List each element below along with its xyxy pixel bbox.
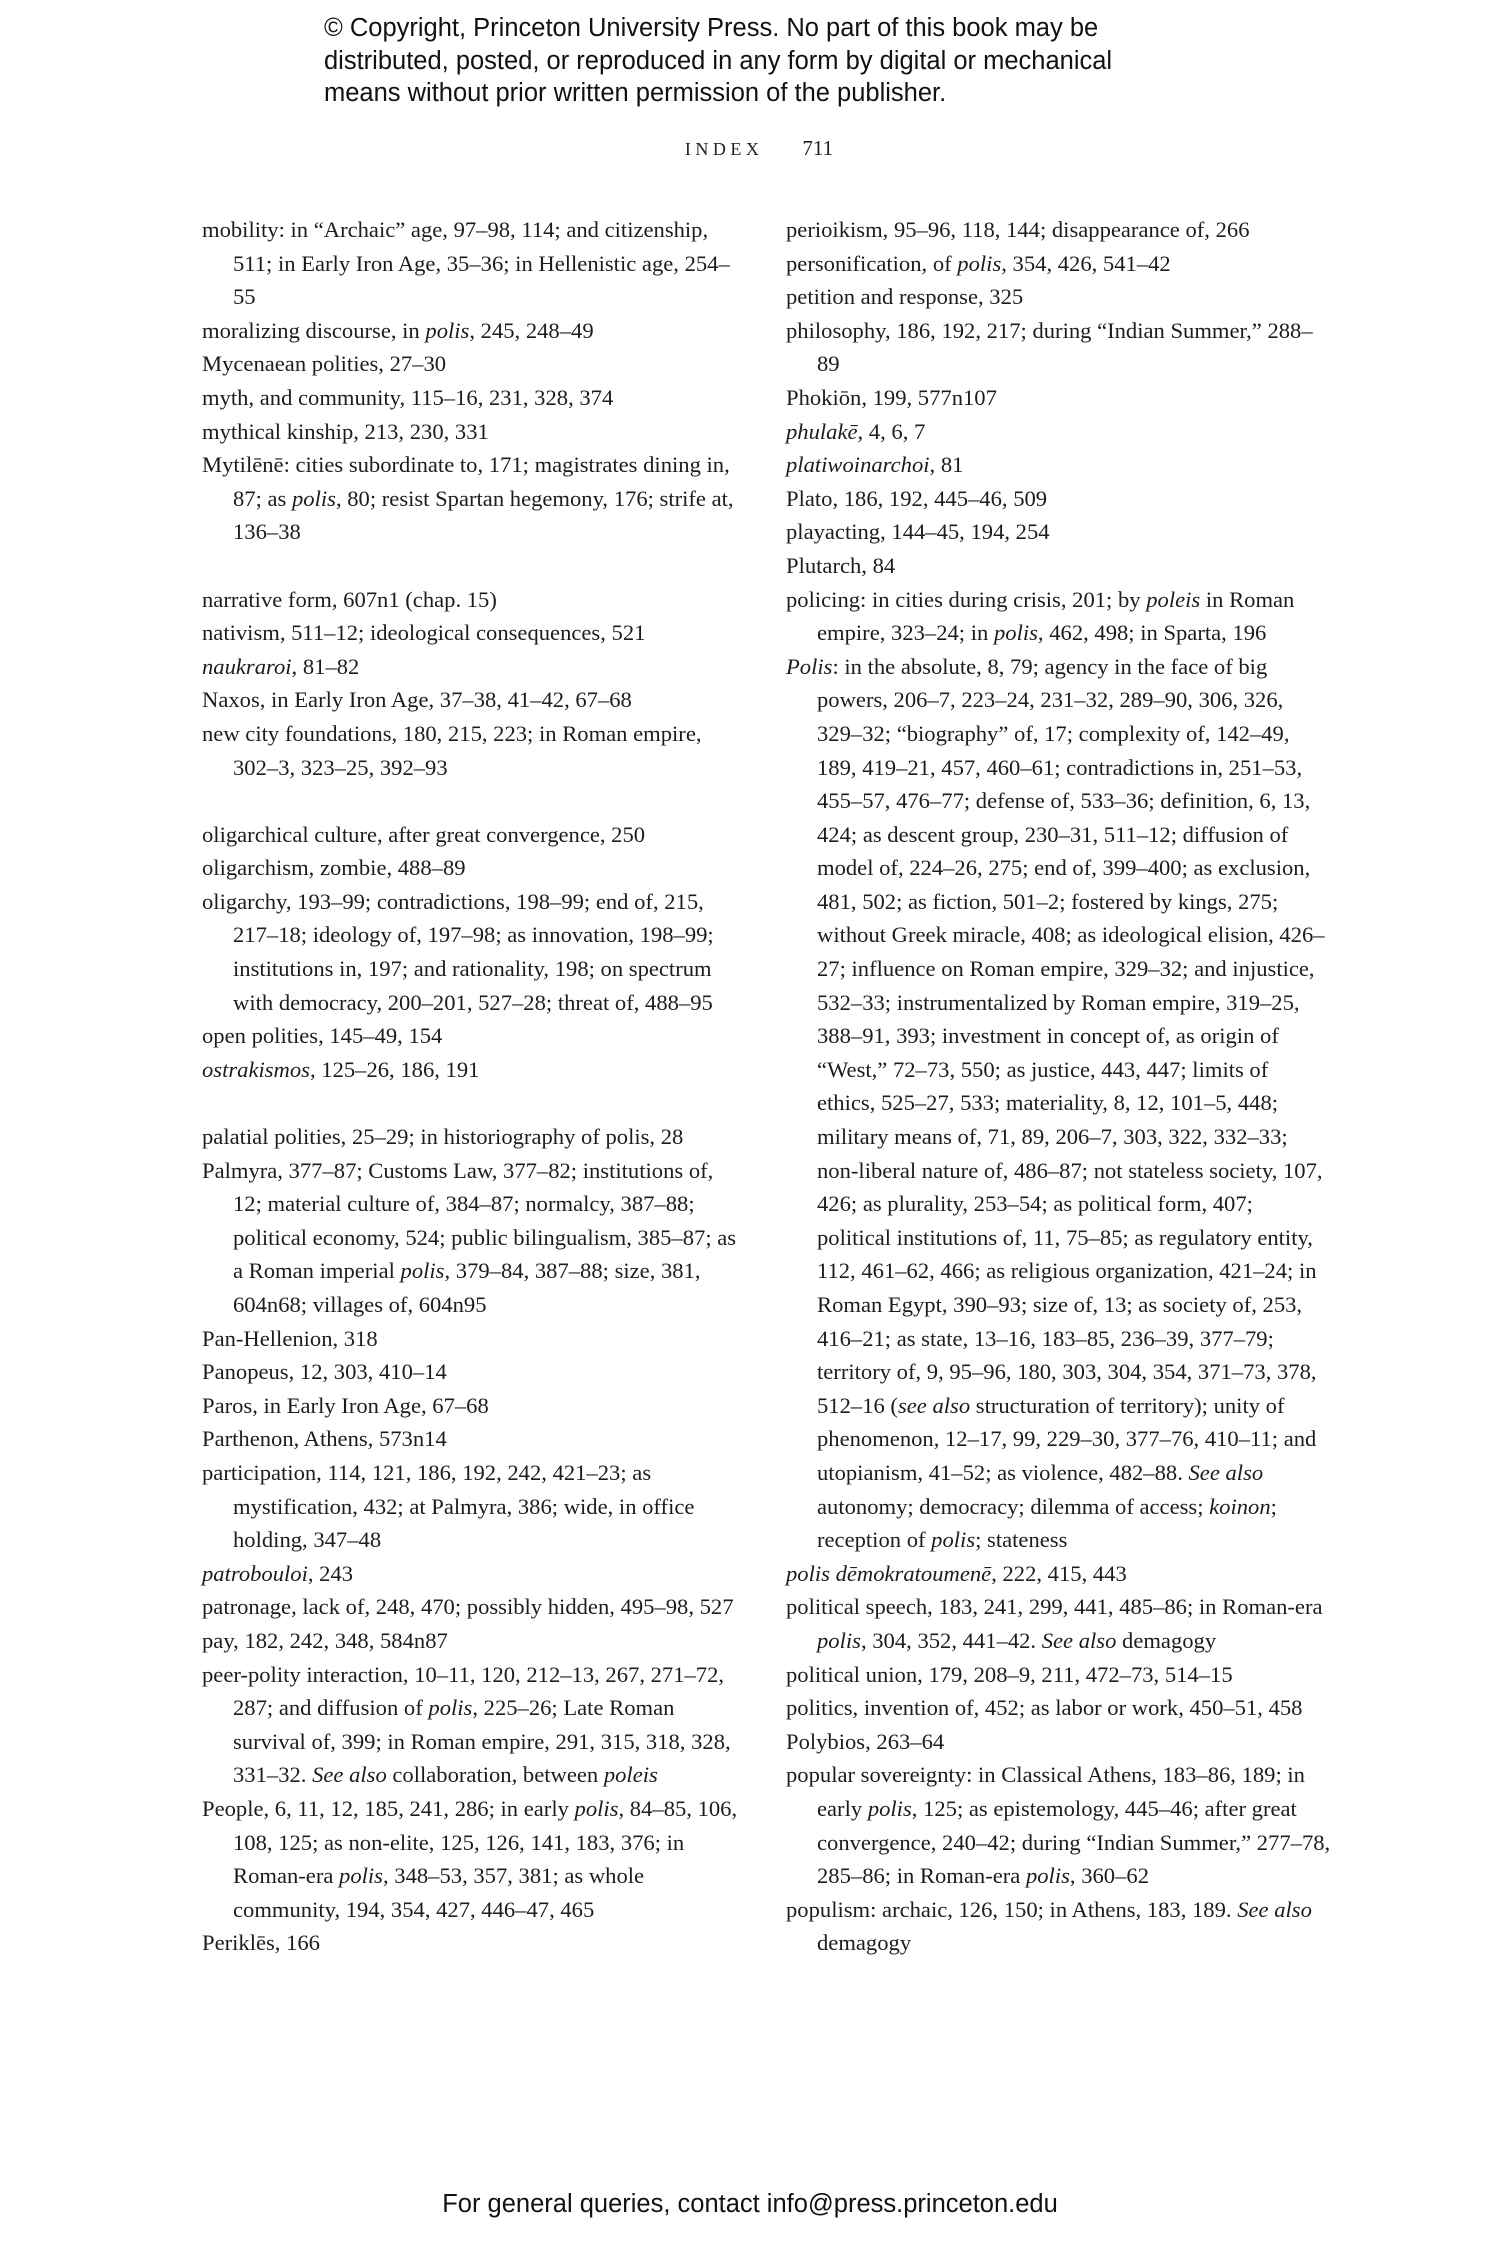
index-entry-text: , 80; resist Spartan hegemony, 176; strife at, 136–38 [233,485,734,545]
index-entry [786,280,1331,314]
index-entry-text: patronage, lack of, 248, 470; possibly hidden, 495–98, 527 [202,1594,734,1620]
index-entry-text: , 222, 415, 443 [991,1560,1127,1586]
index-entry [202,885,747,1019]
index-entry [786,1691,1331,1725]
index-entry-text: Polybios, 263–64 [786,1728,945,1754]
index-entry-text: , 125–26, 186, 191 [309,1056,480,1082]
index-entry-italic: poleis [1146,586,1201,612]
index-entry-text: , 379–84, 387–88; size, 381, 604n68; villages of, 604n95 [233,1258,701,1317]
index-entry-text: Pan-Hellenion, 318 [202,1325,378,1351]
index-entry-italic: Polis [786,653,833,679]
index-entry-italic: polis [817,1627,861,1653]
index-entry-text: demagogy [1116,1627,1217,1653]
index-entry-italic: polis [1025,1863,1070,1889]
index-entry-text: nativism, 511–12; ideological consequences, 521 [202,620,646,646]
index-entry-text: political speech, 183, 241, 299, 441, 485–86; in Roman-era [786,1594,1323,1620]
index-entry [786,415,1331,449]
index-entry-text: playacting, 144–45, 194, 254 [786,519,1050,545]
index-entry [202,1120,747,1154]
index-entry-text: Plato, 186, 192, 445–46, 509 [786,485,1048,511]
index-entry-italic: See also [1188,1459,1264,1485]
index-entry-italic: platiwoinarchoi [786,452,930,478]
index-entry [786,515,1331,549]
index-entry [202,650,747,684]
index-entry-text: Paros, in Early Iron Age, 67–68 [202,1392,489,1418]
index-entry-italic: polis dēmokratoumenē [786,1560,992,1586]
index-entry-text: open polities, 145–49, 154 [202,1023,443,1049]
index-entry [202,1624,747,1658]
index-entry [786,448,1331,482]
index-entry-text: , 84–85, 106, 108, 125; as non-elite, 125, 126, 141, 183, 376; in Roman-era [233,1795,738,1889]
index-entry-text: , 354, 426, 541–42 [1001,250,1171,276]
index-column-right [786,213,1331,1960]
index-entry [202,1557,747,1591]
index-entry-italic: polis [957,250,1002,276]
index-entry [202,818,747,852]
index-entry-italic: naukraroi [202,653,292,679]
index-entry-text: ; stateness [975,1527,1068,1553]
index-entry [786,247,1331,281]
index-entry [202,1658,747,1792]
index-entry [202,1355,747,1389]
index-entry-text: oligarchy, 193–99; contradictions, 198–99; end of, 215, 217–18; ideology of, 197–98; as innovation, 198–99; institutions in, 197; and rationality, 198; on spectrum with democracy, 200–201, 527–28; threat of, 488–95 [202,888,714,1015]
index-entry [786,650,1331,1557]
index-entry-text: autonomy; democracy; dilemma of access; [817,1493,1210,1519]
index-entry-text: petition and response, 325 [786,284,1024,310]
index-entry-text: : in the absolute, 8, 79; agency in the face of big powers, 206–7, 223–24, 231–32, 289–90, 306, 326, 329–32; “biography” of, 17; complexity of, 142–49, 189, 419–21, 457, 460–61; contradictions in, 251–53, 455–57, 476–77; defense of, 533–36; definition, 6, 13, 424; as descent group, 230–31, 511–12; diffusion of model of, 224–26, 275; end of, 399–400; as exclusion, 481, 502; as fiction, 501–2; fostered by kings, 275; without Greek miracle, 408; as ideological elision, 426–27; influence on Roman empire, 329–32; and injustice, 532–33; instrumentalized by Roman empire, 319–25, 388–91, 393; investment in concept of, as origin of “West,” 72–73, 550; as justice, 443, 447; limits of ethics, 525–27, 533; materiality, 8, 12, 101–5, 448; military means of, 71, 89, 206–7, 303, 322, 332–33; non-liberal nature of, 486–87; not stateless society, 107, 426; as plurality, 253–54; as political form, 407; political institutions of, 11, 75–85; as regulatory entity, 112, 461–62, 466; as religious organization, 421–24; in Roman Egypt, 390–93; size of, 13; as society of, 253, 416–21; as state, 13–16, 183–85, 236–39, 377–79; territory of, 9, 95–96, 180, 303, 304, 354, 371–73, 378, 512–16 ( [817,653,1325,1418]
index-entry-italic: patrobouloi [202,1560,308,1586]
index-entry-text: moralizing discourse, in [202,317,426,343]
index-entry-text: Panopeus, 12, 303, 410–14 [202,1359,447,1385]
index-entry-text: palatial polities, 25–29; in historiography of polis, 28 [202,1124,684,1150]
index-entry [202,1019,747,1053]
index-entry [202,717,747,784]
index-entry [786,381,1331,415]
index-entry [202,347,747,381]
index-entry-text: structuration of territory); unity of phenomenon, 12–17, 99, 229–30, 377–76, 410–11; and utopianism, 41–52; as violence, 482–88. [817,1392,1317,1485]
index-entry-italic: polis [400,1258,445,1284]
index-entry [202,683,747,717]
index-entry-text: , 462, 498; in Sparta, 196 [1037,620,1267,646]
index-entry [202,1590,747,1624]
index-entry [202,213,747,314]
index-entry-text: personification, of [786,250,958,276]
index-entry [202,1926,747,1960]
index-entry [786,549,1331,583]
index-entry-text: ; reception of [817,1493,1277,1553]
index-entry-italic: poleis [603,1762,658,1788]
index-entry [786,1758,1331,1892]
index-entry [202,1422,747,1456]
index-entry-italic: See also [1237,1896,1312,1922]
index-entry-text: myth, and community, 115–16, 231, 328, 374 [202,384,614,410]
index-entry [202,1053,747,1087]
index-entry [202,851,747,885]
index-entry-text: new city foundations, 180, 215, 223; in Roman empire, 302–3, 323–25, 392–93 [202,720,702,780]
index-entry-italic: polis [993,620,1038,646]
index-entry-text: mythical kinship, 213, 230, 331 [202,418,489,444]
index-entry [202,1389,747,1423]
index-entry-text: political union, 179, 208–9, 211, 472–73, 514–15 [786,1661,1233,1687]
index-entry [786,1557,1331,1591]
index-entry-text: Phokiōn, 199, 577n107 [786,384,997,410]
index-entry-italic: polis [339,1863,383,1889]
index-entry-text: demagogy [817,1930,912,1956]
index-entry-text: , 243 [307,1560,354,1586]
index-entry [202,583,747,617]
index-entry-text: peer-polity interaction, 10–11, 120, 212–13, 267, 271–72, 287; and diffusion of [202,1661,725,1721]
index-entry-italic: See also [312,1762,387,1788]
index-entry-text: collaboration, between [386,1762,604,1788]
index-entry-text: Mytilēnē: cities subordinate to, 171; magistrates dining in, 87; as [202,452,730,511]
index-entry-text: Mycenaean polities, 27–30 [202,351,447,377]
index-entry [786,583,1331,650]
index-entry-italic: koinon [1209,1493,1271,1519]
index-entry-text: oligarchism, zombie, 488–89 [202,855,466,881]
index-entry [202,1154,747,1322]
index-entry [786,1893,1331,1960]
index-entry [786,482,1331,516]
index-entry-text: , 348–53, 357, 381; as whole community, 194, 354, 427, 446–47, 465 [233,1863,645,1922]
index-entry [202,314,747,348]
index-entry-italic: ostrakismos [202,1056,310,1082]
index-column-left [202,213,747,1960]
index-entry-italic: phulakē [786,418,858,444]
index-entry [786,1590,1331,1657]
index-entry-italic: see also [897,1392,971,1418]
index-entry-italic: polis [292,485,336,511]
index-entry-italic: See also [1041,1627,1117,1653]
index-entry-text: Parthenon, Athens, 573n14 [202,1426,447,1452]
index-entry-text: , 81 [929,452,964,478]
index-entry-text: , 360–62 [1069,1863,1149,1889]
index-entry-text: policing: in cities during crisis, 201; by [786,586,1147,612]
index-entry-text: , 245, 248–49 [469,317,594,343]
index-entry-italic: polis [931,1527,976,1553]
index-entry [202,1456,747,1557]
index-entry-text: politics, invention of, 452; as labor or work, 450–51, 458 [786,1695,1303,1721]
index-entry-text: Palmyra, 377–87; Customs Law, 377–82; institutions of, 12; material culture of, 384–87; normalcy, 387–88; political economy, 524; public bilingualism, 385–87; as a Roman imperial [202,1157,737,1284]
index-entry-text: Periklēs, 166 [202,1930,320,1956]
index-entry-text: , 125; as epistemology, 445–46; after great convergence, 240–42; during “Indian Summer,” 277–78, 285–86; in Roman-era [817,1795,1331,1889]
index-entry-text: oligarchical culture, after great convergence, 250 [202,821,646,847]
copyright-line: distributed, posted, or reproduced in any form by digital or mechanical [324,46,1113,75]
footer-contact: For general queries, contact info@press.princeton.edu [442,2190,1058,2218]
index-entry [202,415,747,449]
index-entry-italic: polis [574,1795,619,1821]
index-entry [202,1792,747,1926]
running-head [0,136,1500,161]
page-number: 711 [802,136,834,160]
index-entry-text: mobility: in “Archaic” age, 97–98, 114; and citizenship, 511; in Early Iron Age, 35–36; in Hellenistic age, 254–55 [202,217,730,310]
index-entry-text: , 225–26; Late Roman survival of, 399; in Roman empire, 291, 315, 318, 328, 331–32. [233,1695,731,1788]
running-head-label: INDEX [684,139,764,159]
copyright-line: means without prior written permission of the publisher. [324,79,947,107]
index-entry [202,381,747,415]
index-entry-text: People, 6, 11, 12, 185, 241, 286; in early [202,1795,575,1821]
index-entry [786,1658,1331,1692]
copyright-notice [324,12,1224,110]
index-entry-italic: polis [428,1695,473,1721]
index-entry-text: perioikism, 95–96, 118, 144; disappearance of, 266 [786,217,1250,242]
index-entry-text: participation, 114, 121, 186, 192, 242, 421–23; as mystification, 432; at Palmyra, 386; wide, in office holding, 347–48 [202,1459,695,1553]
index-entry-text: in Roman empire, 323–24; in [817,586,1295,646]
index-entry [202,1322,747,1356]
index-entry [786,213,1331,247]
copyright-line: © Copyright, Princeton University Press. No part of this book may be [324,14,1099,42]
index-entry-text: philosophy, 186, 192, 217; during “Indian Summer,” 288–89 [786,317,1313,377]
index-entry-italic: polis [867,1795,912,1821]
index-entry-italic: polis [425,317,470,343]
index-entry-text: , 304, 352, 441–42. [860,1627,1042,1653]
index-entry-text: narrative form, 607n1 (chap. 15) [202,586,497,612]
index-entry [202,616,747,650]
index-entry-text: Naxos, in Early Iron Age, 37–38, 41–42, 67–68 [202,687,632,713]
index-entry-text: , 81–82 [291,653,360,679]
index-entry [786,1725,1331,1759]
index-entry-text: populism: archaic, 126, 150; in Athens, 183, 189. [786,1896,1238,1922]
index-entry [786,314,1331,381]
index-entry-text: Plutarch, 84 [786,552,896,578]
index-entry-text: , 4, 6, 7 [857,418,926,444]
index-entry-text: pay, 182, 242, 348, 584n87 [202,1627,448,1653]
index-entry [202,448,747,549]
index-entry-text: popular sovereignty: in Classical Athens, 183–86, 189; in early [786,1762,1305,1821]
